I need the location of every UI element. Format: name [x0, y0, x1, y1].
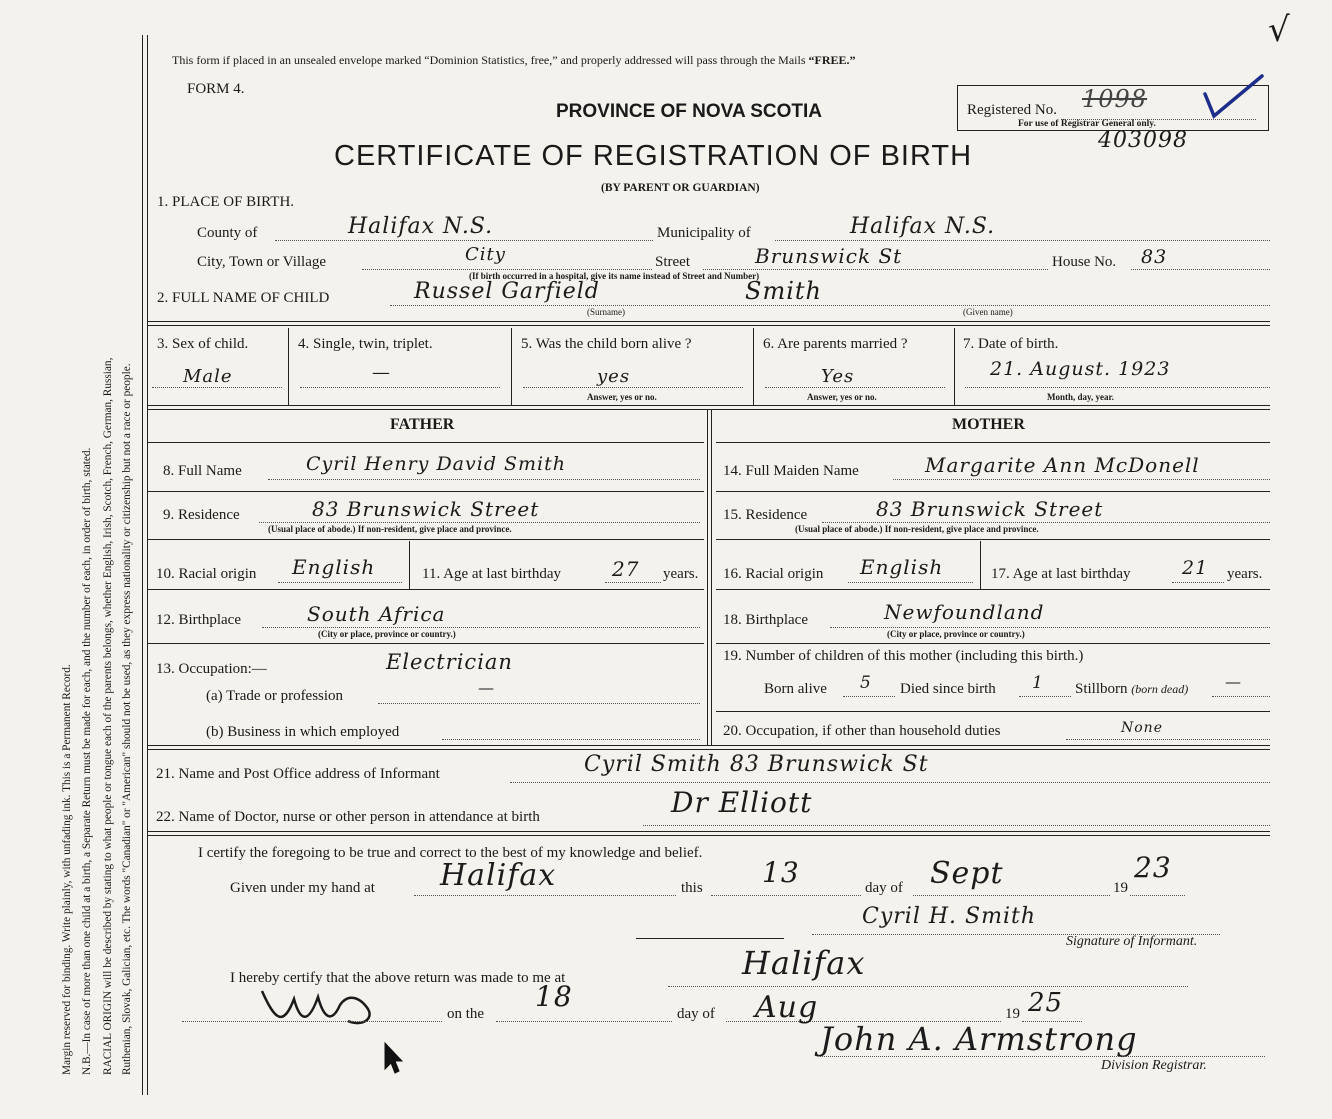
informant-signature: Cyril H. Smith — [862, 904, 1036, 929]
alive-dots — [523, 387, 743, 388]
house-value: 83 — [1141, 246, 1168, 268]
municipality-dots — [775, 240, 1270, 241]
father-heading-line — [148, 442, 704, 443]
street-dots — [703, 269, 1048, 270]
sex-dots — [152, 387, 282, 388]
stillborn-value: — — [1225, 672, 1242, 691]
registrar-place-dots — [668, 986, 1188, 987]
sex-label: 3. Sex of child. — [157, 336, 249, 352]
plurality-dots — [300, 387, 500, 388]
mother-birthplace-note: (City or place, province or country.) — [887, 629, 1025, 639]
date-dots — [965, 387, 1270, 388]
born-alive-dots — [843, 696, 895, 697]
alive-answer-note: Answer, yes or no. — [587, 392, 657, 402]
informant-signature-label: Signature of Informant. — [1066, 934, 1198, 949]
father-residence-note: (Usual place of abode.) If non-resident, give place and province. — [268, 524, 512, 534]
given-name-note: (Given name) — [963, 307, 1013, 317]
mother-residence-value: 83 Brunswick Street — [876, 497, 1104, 521]
divider-after-name — [148, 321, 1270, 326]
date-note: Month, day, year. — [1047, 392, 1114, 402]
father-birthplace-value: South Africa — [307, 602, 446, 626]
married-answer-note: Answer, yes or no. — [807, 392, 877, 402]
parents-divider-a — [707, 410, 708, 745]
division-registrar-label: Division Registrar. — [1101, 1058, 1207, 1073]
stillborn-text: Stillborn — [1075, 681, 1128, 697]
father-birthplace-dots — [262, 627, 700, 628]
plurality-label: 4. Single, twin, triplet. — [298, 336, 433, 352]
reg-year-prefix: 19 — [1005, 1006, 1020, 1022]
on-the-label: on the — [447, 1006, 485, 1022]
father-trade-value: — — [478, 678, 495, 697]
signature-line-left — [636, 938, 784, 939]
father-racial-divider — [409, 541, 410, 589]
alive-value: yes — [597, 366, 631, 387]
corner-tick: √ — [1268, 10, 1291, 50]
mother-racial-dots — [848, 582, 973, 583]
municipality-label: Municipality of — [657, 225, 751, 241]
stillborn-note: (born dead) — [1131, 682, 1189, 696]
county-label: County of — [197, 225, 258, 241]
sex-value: Male — [183, 366, 233, 387]
mother-racial-divider — [980, 541, 981, 589]
mother-birthplace-label: 18. Birthplace — [723, 612, 808, 628]
doctor-label: 22. Name of Doctor, nurse or other person in attendance at birth — [156, 809, 540, 825]
father-residence-value: 83 Brunswick Street — [312, 497, 540, 521]
cursor-pointer-icon — [383, 1041, 403, 1075]
child-given-names: Russel Garfield — [414, 279, 600, 304]
registrar-initial-mark — [256, 983, 376, 1033]
father-years: years. — [663, 566, 699, 582]
day-value: 13 — [762, 856, 800, 889]
mother-line-15 — [716, 539, 1270, 540]
registrar-signature-dots — [820, 1056, 1265, 1057]
house-dots — [1131, 269, 1270, 270]
registered-label: Registered No. — [967, 102, 1057, 118]
this-label: this — [681, 880, 703, 896]
father-name-value: Cyril Henry David Smith — [306, 453, 567, 475]
married-value: Yes — [821, 366, 855, 387]
father-age-label: 11. Age at last birthday — [422, 566, 561, 582]
city-dots — [362, 269, 652, 270]
informant-label: 21. Name and Post Office address of Informant — [156, 766, 440, 782]
row3-divider-4 — [954, 328, 955, 406]
father-occupation-value: Electrician — [386, 650, 513, 674]
mother-age-label: 17. Age at last birthday — [991, 566, 1131, 582]
born-alive-value: 5 — [860, 673, 872, 693]
reg-day-dots — [182, 1021, 442, 1022]
father-racial-dots — [278, 582, 402, 583]
father-name-dots — [268, 479, 700, 480]
date-label: 7. Date of birth. — [963, 336, 1059, 352]
alive-label: 5. Was the child born alive ? — [521, 336, 692, 352]
month-value: Sept — [930, 856, 1004, 891]
municipality-value: Halifax N.S. — [850, 214, 996, 239]
city-label: City, Town or Village — [197, 254, 327, 270]
married-label: 6. Are parents married ? — [763, 336, 908, 352]
father-business-label: (b) Business in which employed — [206, 724, 400, 740]
mother-racial-label: 16. Racial origin — [723, 566, 824, 582]
mother-name-label: 14. Full Maiden Name — [723, 463, 859, 479]
left-border-outer — [142, 35, 143, 1095]
given-label: Given under my hand at — [230, 880, 375, 896]
mother-occupation-label: 20. Occupation, if other than household duties — [723, 723, 1001, 739]
mother-age-dots — [1172, 582, 1224, 583]
street-label: Street — [655, 254, 690, 270]
mother-line-19 — [716, 711, 1270, 712]
registered-value: 1098 — [1082, 85, 1148, 113]
father-trade-label: (a) Trade or profession — [206, 688, 344, 704]
mother-occupation-value: None — [1121, 720, 1163, 736]
county-value: Halifax N.S. — [348, 214, 494, 239]
child-surname: Smith — [745, 277, 822, 305]
reg-year-value: 25 — [1028, 988, 1064, 1018]
mother-children-label: 19. Number of children of this mother (including this birth.) — [723, 648, 1084, 664]
check-mark-icon — [1200, 72, 1270, 122]
row3-divider-2 — [511, 328, 512, 406]
left-border-inner — [147, 35, 148, 1095]
father-line-12 — [148, 643, 704, 644]
father-birthplace-note: (City or place, province or country.) — [318, 629, 456, 639]
divider-after-row3 — [148, 405, 1270, 410]
reg-day-value: 18 — [535, 980, 573, 1013]
registrar-place-value: Halifax — [742, 944, 866, 982]
date-value: 21. August. 1923 — [990, 358, 1171, 380]
mother-line-18 — [716, 643, 1270, 644]
reg-day-of-label: day of — [677, 1006, 715, 1022]
city-value: City — [465, 244, 506, 265]
father-occupation-label: 13. Occupation:— — [156, 661, 267, 677]
died-label: Died since birth — [900, 681, 996, 697]
certificate-title: CERTIFICATE OF REGISTRATION OF BIRTH — [334, 140, 973, 172]
margin-note-binding: Margin reserved for binding. Write plainly, with unfading ink. This is a Permanent Record. — [61, 664, 73, 1075]
mother-heading: MOTHER — [952, 416, 1025, 433]
county-dots — [275, 240, 653, 241]
margin-note-nationality: Ruthenian, Slovak, Galician, etc. The words "Canadian" or "American" should not be used, as they express nationality or citizenship but not a race or people. — [121, 363, 133, 1075]
mail-note-free: “FREE.” — [808, 53, 856, 67]
father-heading: FATHER — [390, 416, 455, 433]
house-label: House No. — [1052, 254, 1117, 270]
father-racial-label: 10. Racial origin — [156, 566, 257, 582]
mother-age-value: 21 — [1182, 557, 1209, 579]
stillborn-dots — [1212, 696, 1270, 697]
hospital-note: (If birth occurred in a hospital, give its name instead of Street and Number) — [469, 271, 760, 281]
mother-birthplace-value: Newfoundland — [884, 600, 1045, 624]
registrar-text: I hereby certify that the above return was made to me at — [230, 970, 566, 986]
registrar-note: For use of Registrar General only. — [1018, 119, 1156, 129]
informant-dots — [510, 782, 1270, 783]
divider-after-doctor — [148, 831, 1270, 836]
mother-racial-value: English — [860, 555, 944, 579]
father-age-value: 27 — [612, 557, 640, 581]
informant-value: Cyril Smith 83 Brunswick St — [584, 752, 929, 777]
mother-birthplace-dots — [830, 627, 1270, 628]
row3-divider-1 — [288, 328, 289, 406]
father-residence-dots — [259, 522, 700, 523]
certificate-subtitle: (BY PARENT OR GUARDIAN) — [601, 182, 760, 194]
mother-residence-note: (Usual place of abode.) If non-resident, give place and province. — [795, 524, 1039, 534]
given-place-dots — [414, 895, 676, 896]
given-place-value: Halifax — [440, 858, 557, 893]
married-dots — [765, 387, 945, 388]
mail-note-text: This form if placed in an unsealed envelope marked “Dominion Statistics, free,” and properly addressed will pass through the Mails — [172, 53, 806, 67]
divider-after-parents — [148, 745, 1270, 750]
father-residence-label: 9. Residence — [163, 507, 240, 523]
mother-residence-dots — [822, 522, 1270, 523]
year-dots — [1130, 895, 1185, 896]
place-heading: 1. PLACE OF BIRTH. — [157, 194, 295, 210]
father-age-dots — [605, 582, 661, 583]
mail-note — [172, 53, 856, 68]
parents-divider-b — [711, 410, 712, 745]
mother-line-16 — [716, 589, 1270, 590]
father-birthplace-label: 12. Birthplace — [156, 612, 241, 628]
doctor-value: Dr Elliott — [671, 786, 813, 819]
day-of-label: day of — [865, 880, 903, 896]
mother-line-14 — [716, 491, 1270, 492]
child-name-dots — [390, 305, 1270, 306]
mother-residence-label: 15. Residence — [723, 507, 808, 523]
province-heading: PROVINCE OF NOVA SCOTIA — [556, 101, 823, 122]
father-racial-value: English — [292, 555, 376, 579]
child-name-label: 2. FULL NAME OF CHILD — [157, 290, 330, 306]
father-line-8 — [148, 491, 704, 492]
mother-occupation-dots — [1066, 739, 1270, 740]
row3-divider-3 — [753, 328, 754, 406]
mother-heading-line — [716, 442, 1270, 443]
reg-day-dots-2 — [496, 1021, 672, 1022]
surname-note: (Surname) — [587, 307, 625, 317]
margin-note-racial-origin: RACIAL ORIGIN will be described by stating to what people or tongue each of the parents belongs, whether English, Irish, Scotch, French, German, Russian, — [102, 357, 114, 1075]
day-dots — [711, 895, 861, 896]
born-alive-label: Born alive — [764, 681, 827, 697]
father-line-10 — [148, 589, 704, 590]
reg-month-value: Aug — [755, 990, 819, 1025]
year-value: 23 — [1134, 851, 1172, 884]
father-line-9 — [148, 539, 704, 540]
mother-name-dots — [893, 479, 1270, 480]
father-trade-dots — [378, 703, 700, 704]
margin-note-multiple-births: N.B.—In case of more than one child at a birth, a Separate Return must be made for each, and the number of each, in order of birth, stated. — [81, 447, 93, 1075]
died-dots — [1019, 696, 1071, 697]
stamp-number: 403098 — [1098, 128, 1188, 153]
street-value: Brunswick St — [755, 244, 903, 268]
died-value: 1 — [1032, 673, 1044, 693]
father-name-label: 8. Full Name — [163, 463, 242, 479]
father-business-dots — [442, 739, 700, 740]
doctor-dots — [643, 825, 1270, 826]
month-dots — [913, 895, 1110, 896]
registrar-signature: John A. Armstrong — [820, 1020, 1138, 1058]
certify-text: I certify the foregoing to be true and correct to the best of my knowledge and belief. — [198, 845, 703, 861]
plurality-value: — — [372, 362, 391, 383]
form-number: FORM 4. — [187, 81, 245, 97]
mother-name-value: Margarite Ann McDonell — [925, 453, 1200, 477]
stillborn-label — [1075, 681, 1188, 698]
mother-years: years. — [1227, 566, 1263, 582]
year-prefix: 19 — [1113, 880, 1128, 896]
